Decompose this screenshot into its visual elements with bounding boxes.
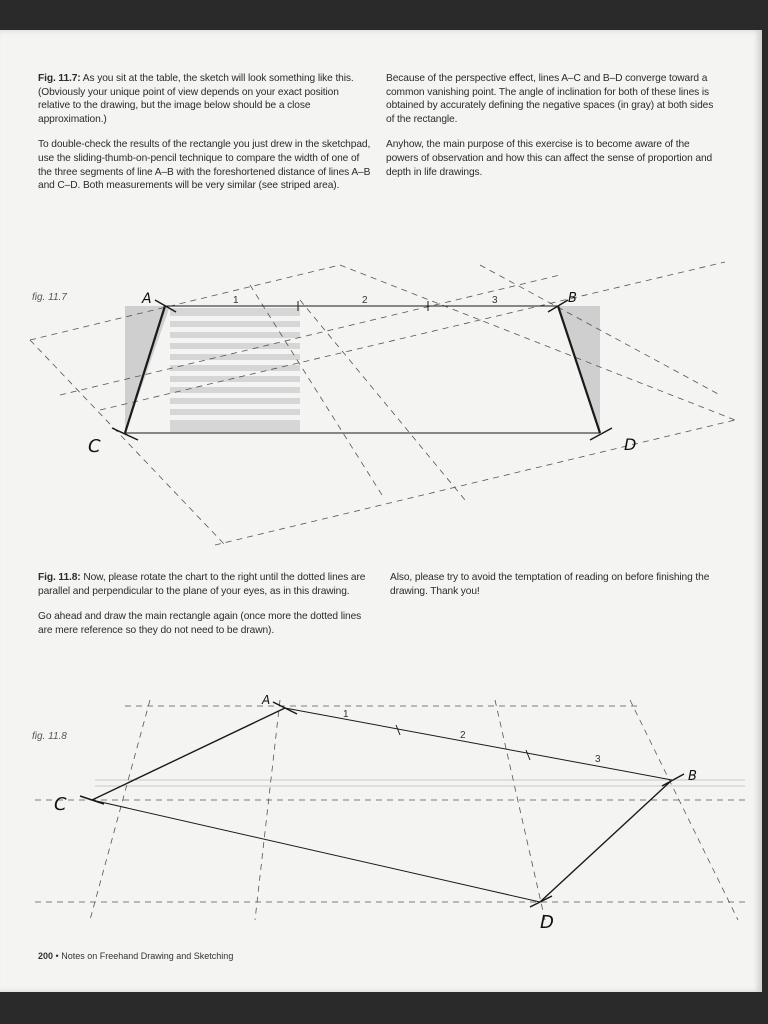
fig2-segment-3-label: 3: [595, 754, 601, 765]
temptation-paragraph: Also, please try to avoid the temptation of reading on before finishing the drawing. Thank you!: [390, 572, 710, 597]
fig2-segment-1-label: 1: [343, 709, 349, 720]
fig2-segment-2-label: 2: [460, 730, 466, 741]
point-d-label: D: [624, 435, 637, 454]
fig-11-8-rectangle: [80, 702, 684, 907]
fig-11-7-label: fig. 11.7: [32, 292, 67, 303]
double-check-paragraph: To double-check the results of the rectangle you just drew in the sketchpad, use the sliding-thumb-on-pencil technique to compare the width of one of the three segments of line A–B with the foreshortened distance of lines A–B and C–D. Both measurements will be very similar (see striped area).: [38, 139, 371, 192]
footer-separator: •: [55, 951, 59, 961]
book-title: Notes on Freehand Drawing and Sketching: [61, 951, 234, 961]
fig-11-8-caption-text: Now, please rotate the chart to the right until the dotted lines are parallel and perpendicular to the plane of your eyes, as in this drawing.: [38, 572, 366, 597]
fig2-point-c-label: C: [54, 794, 67, 815]
page-number: 200: [38, 951, 54, 961]
point-a-label: A: [142, 291, 152, 307]
fig2-point-d-label: D: [540, 912, 554, 933]
observation-paragraph: Anyhow, the main purpose of this exercise is to become aware of the powers of observation and how this can affect the sense of proportion and depth in life drawings.: [386, 139, 713, 178]
fig2-point-b-label: B: [688, 769, 697, 784]
segment-2-label: 2: [362, 295, 368, 306]
perspective-paragraph: Because of the perspective effect, lines A–C and B–D converge toward a common vanishing point. The angle of inclination for both of these lines is obtained by accurately defining the negative spaces (in gray) at both sides of the rectangle.: [386, 73, 714, 125]
fig-11-8-label: fig. 11.8: [32, 731, 67, 742]
fig-11-8-caption-label: Fig. 11.8:: [38, 572, 81, 583]
point-c-label: C: [88, 436, 101, 457]
fig-11-7-caption-label: Fig. 11.7:: [38, 73, 81, 84]
fig-11-7-caption-text: As you sit at the table, the sketch will look something like this. (Obviously your unique point of view depends on your exact position relative to the drawing, but the image below should be a close approximation.): [38, 73, 354, 125]
draw-again-paragraph: Go ahead and draw the main rectangle again (once more the dotted lines are mere reference so they do not need to be drawn).: [38, 611, 362, 636]
fig-11-8-reference-lines: [35, 700, 745, 920]
segment-3-label: 3: [492, 295, 498, 306]
fig2-point-a-label: A: [262, 693, 271, 707]
point-b-label: B: [568, 291, 577, 306]
segment-1-label: 1: [233, 295, 239, 306]
fig-11-8-horizon-lines: [95, 780, 745, 786]
